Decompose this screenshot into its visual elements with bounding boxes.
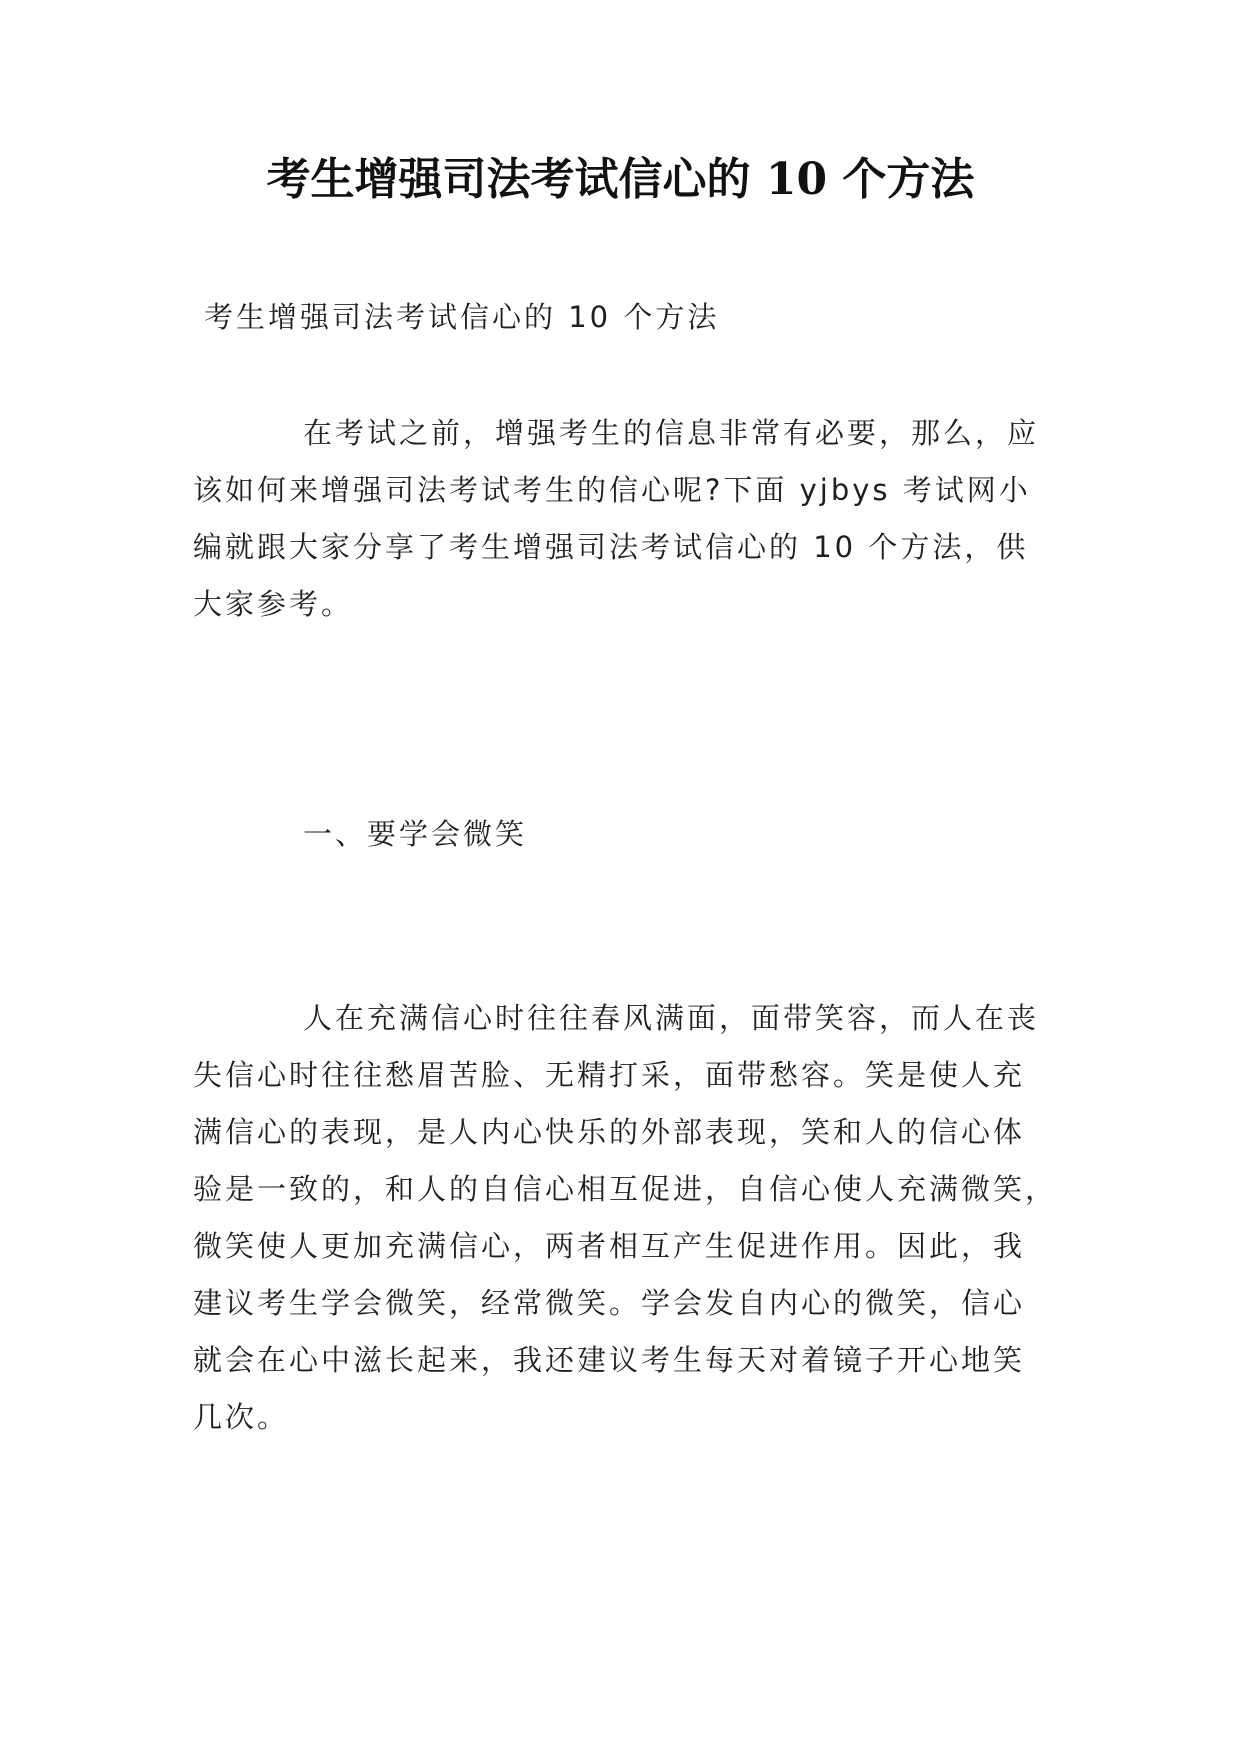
document-title: 考生增强司法考试信心的 10 个方法 xyxy=(266,154,975,205)
paragraph-line: 在考试之前，增强考生的信息非常有必要，那么，应 xyxy=(303,416,1040,450)
intro-paragraph xyxy=(193,405,1053,633)
paragraph-line: 编就跟大家分享了考生增强司法考试信心的 10 个方法，供 xyxy=(193,530,1029,564)
paragraph-line: 验是一致的，和人的自信心相互促进，自信心使人充满微笑， xyxy=(193,1172,1058,1206)
paragraph-line: 满信心的表现，是人内心快乐的外部表现，笑和人的信心体 xyxy=(193,1115,1026,1149)
paragraph-line: 建议考生学会微笑，经常微笑。学会发自内心的微笑，信心 xyxy=(193,1286,1026,1320)
paragraph-line: 该如何来增强司法考试考生的信心呢?下面 yjbys 考试网小 xyxy=(193,473,1031,507)
paragraph-line: 人在充满信心时往往春风满面，面带笑容，而人在丧 xyxy=(303,1001,1040,1035)
section-heading-1: 一、要学会微笑 xyxy=(303,817,528,851)
paragraph-line: 几次。 xyxy=(193,1400,290,1434)
paragraph-line: 就会在心中滋长起来，我还建议考生每天对着镜子开心地笑 xyxy=(193,1343,1026,1377)
section-1-paragraph xyxy=(193,990,1058,1446)
paragraph-line: 大家参考。 xyxy=(193,587,354,621)
paragraph-line: 失信心时往往愁眉苦脸、无精打采，面带愁容。笑是使人充 xyxy=(193,1058,1026,1092)
document-subtitle: 考生增强司法考试信心的 10 个方法 xyxy=(204,300,720,334)
paragraph-line: 微笑使人更加充满信心，两者相互产生促进作用。因此，我 xyxy=(193,1229,1026,1263)
